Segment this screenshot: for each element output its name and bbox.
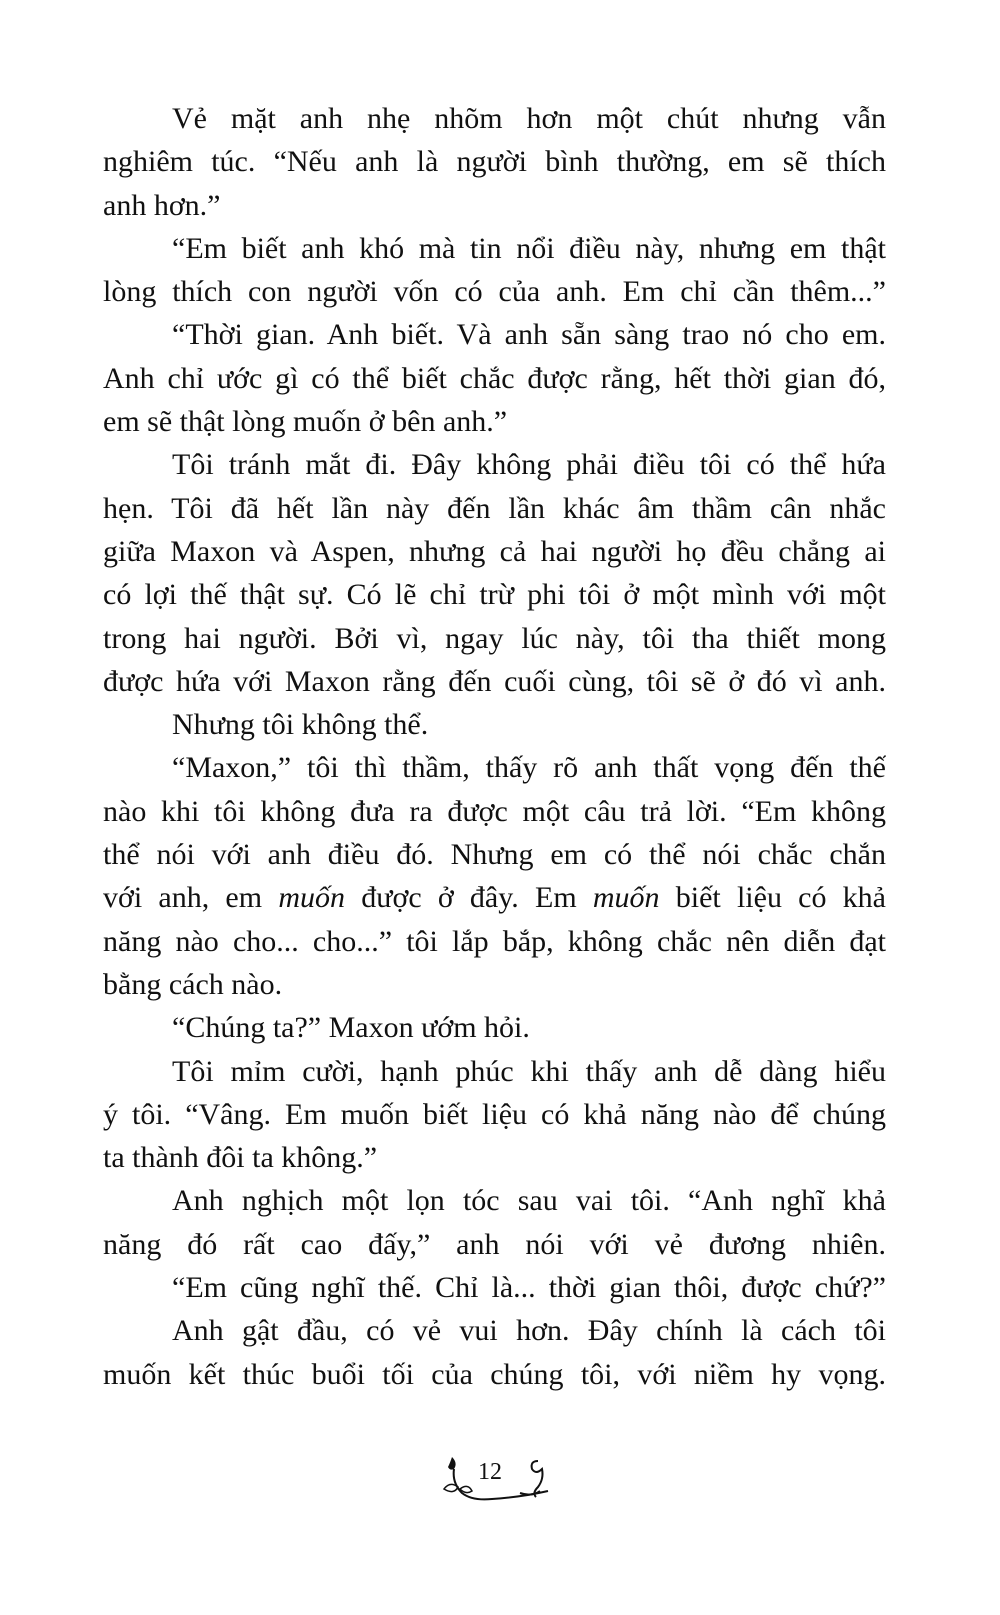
text-segment: “Thời gian. Anh biết. Và anh sẵn sàng trao nó cho em. <box>172 318 886 352</box>
paragraph <box>103 1266 886 1309</box>
text-line <box>103 357 886 400</box>
text-line <box>103 97 886 140</box>
text-segment: Anh gật đầu, có vẻ vui hơn. Đây chính là cách tôi <box>172 1314 886 1348</box>
text-line <box>103 400 886 443</box>
paragraph <box>103 1179 886 1266</box>
text-line <box>103 876 886 919</box>
paragraph <box>103 1309 886 1396</box>
text-line <box>103 1179 886 1222</box>
text-segment: nghiêm túc. “Nếu anh là người bình thường, em sẽ thích <box>103 145 886 179</box>
text-segment: thể nói với anh điều đó. Nhưng em có thể nói chắc chắn <box>103 838 886 872</box>
text-segment: “Maxon,” tôi thì thầm, thấy rõ anh thất vọng đến thế <box>172 751 886 785</box>
text-segment: em sẽ thật lòng muốn ở bên anh.” <box>103 405 508 439</box>
text-segment: ta thành đôi ta không.” <box>103 1141 378 1175</box>
text-segment: Tôi mỉm cười, hạnh phúc khi thấy anh dễ dàng hiểu <box>172 1054 886 1088</box>
text-segment: “Em cũng nghĩ thế. Chỉ là... thời gian thôi, được chứ?” <box>172 1271 886 1305</box>
text-line <box>103 1353 886 1396</box>
page-footer <box>430 1445 560 1515</box>
text-line <box>103 790 886 833</box>
text-segment: được ở đây. Em <box>344 881 593 915</box>
italic-text: muốn <box>278 881 345 915</box>
paragraph <box>103 703 886 746</box>
text-line <box>103 270 886 313</box>
text-line <box>103 1309 886 1352</box>
text-segment: muốn kết thúc buổi tối của chúng tôi, với niềm hy vọng. <box>103 1357 886 1391</box>
paragraph <box>103 746 886 1006</box>
text-segment: lòng thích con người vốn có của anh. Em chỉ cần thêm...” <box>103 275 886 309</box>
text-segment: với anh, em <box>103 881 279 915</box>
text-segment: Tôi tránh mắt đi. Đây không phải điều tôi có thể hứa <box>172 448 886 482</box>
text-line <box>103 184 886 227</box>
text-segment: Nhưng tôi không thể. <box>172 708 429 742</box>
text-segment: năng nào cho... cho...” tôi lắp bắp, không chắc nên diễn đạt <box>103 924 886 958</box>
text-line <box>103 833 886 876</box>
text-line <box>103 573 886 616</box>
text-segment: hẹn. Tôi đã hết lần này đến lần khác âm thầm cân nhắc <box>103 491 886 525</box>
paragraph <box>103 97 886 227</box>
text-line <box>103 920 886 963</box>
text-line <box>103 1136 886 1179</box>
text-line <box>103 963 886 1006</box>
text-line <box>103 1006 886 1049</box>
text-segment: “Em biết anh khó mà tin nổi điều này, nhưng em thật <box>172 231 886 265</box>
text-line <box>103 1093 886 1136</box>
text-line <box>103 487 886 530</box>
text-segment: bằng cách nào. <box>103 967 283 1001</box>
text-segment: Vẻ mặt anh nhẹ nhõm hơn một chút nhưng vẫn <box>172 102 886 135</box>
text-line <box>103 617 886 660</box>
text-line <box>103 530 886 573</box>
italic-text: muốn <box>592 881 660 915</box>
paragraph <box>103 313 886 443</box>
text-line <box>103 746 886 789</box>
text-line <box>103 1266 886 1309</box>
text-line <box>103 227 886 270</box>
text-segment: được hứa với Maxon rằng đến cuối cùng, tôi sẽ ở đó vì anh. <box>103 664 886 698</box>
text-segment: năng đó rất cao đấy,” anh nói với vẻ đương nhiên. <box>103 1227 886 1261</box>
paragraph <box>103 227 886 314</box>
text-segment: có lợi thế thật sự. Có lẽ chỉ trừ phi tôi ở một mình với một <box>103 578 886 612</box>
text-line <box>103 1223 886 1266</box>
text-line <box>103 443 886 486</box>
text-line <box>103 703 886 746</box>
text-line <box>103 1050 886 1093</box>
page-number: 12 <box>478 1459 502 1485</box>
text-segment: Anh nghịch một lọn tóc sau vai tôi. “Anh nghĩ khả <box>172 1184 886 1218</box>
page-body-text <box>103 97 886 1396</box>
text-line <box>103 140 886 183</box>
text-segment: Anh chỉ ước gì có thể biết chắc được rằng, hết thời gian đó, <box>103 361 886 395</box>
text-segment: anh hơn.” <box>103 188 221 222</box>
paragraph <box>103 1050 886 1180</box>
text-line <box>103 660 886 703</box>
text-segment: “Chúng ta?” Maxon ướm hỏi. <box>172 1011 530 1045</box>
text-line <box>103 313 886 356</box>
text-segment: biết liệu có khả <box>659 881 886 915</box>
text-segment: nào khi tôi không đưa ra được một câu trả lời. “Em không <box>103 794 886 828</box>
paragraph <box>103 443 886 703</box>
text-segment: ý tôi. “Vâng. Em muốn biết liệu có khả năng nào để chúng <box>103 1097 886 1131</box>
text-segment: trong hai người. Bởi vì, ngay lúc này, tôi tha thiết mong <box>103 621 886 655</box>
paragraph <box>103 1006 886 1049</box>
text-segment: giữa Maxon và Aspen, nhưng cả hai người họ đều chẳng ai <box>103 534 886 568</box>
